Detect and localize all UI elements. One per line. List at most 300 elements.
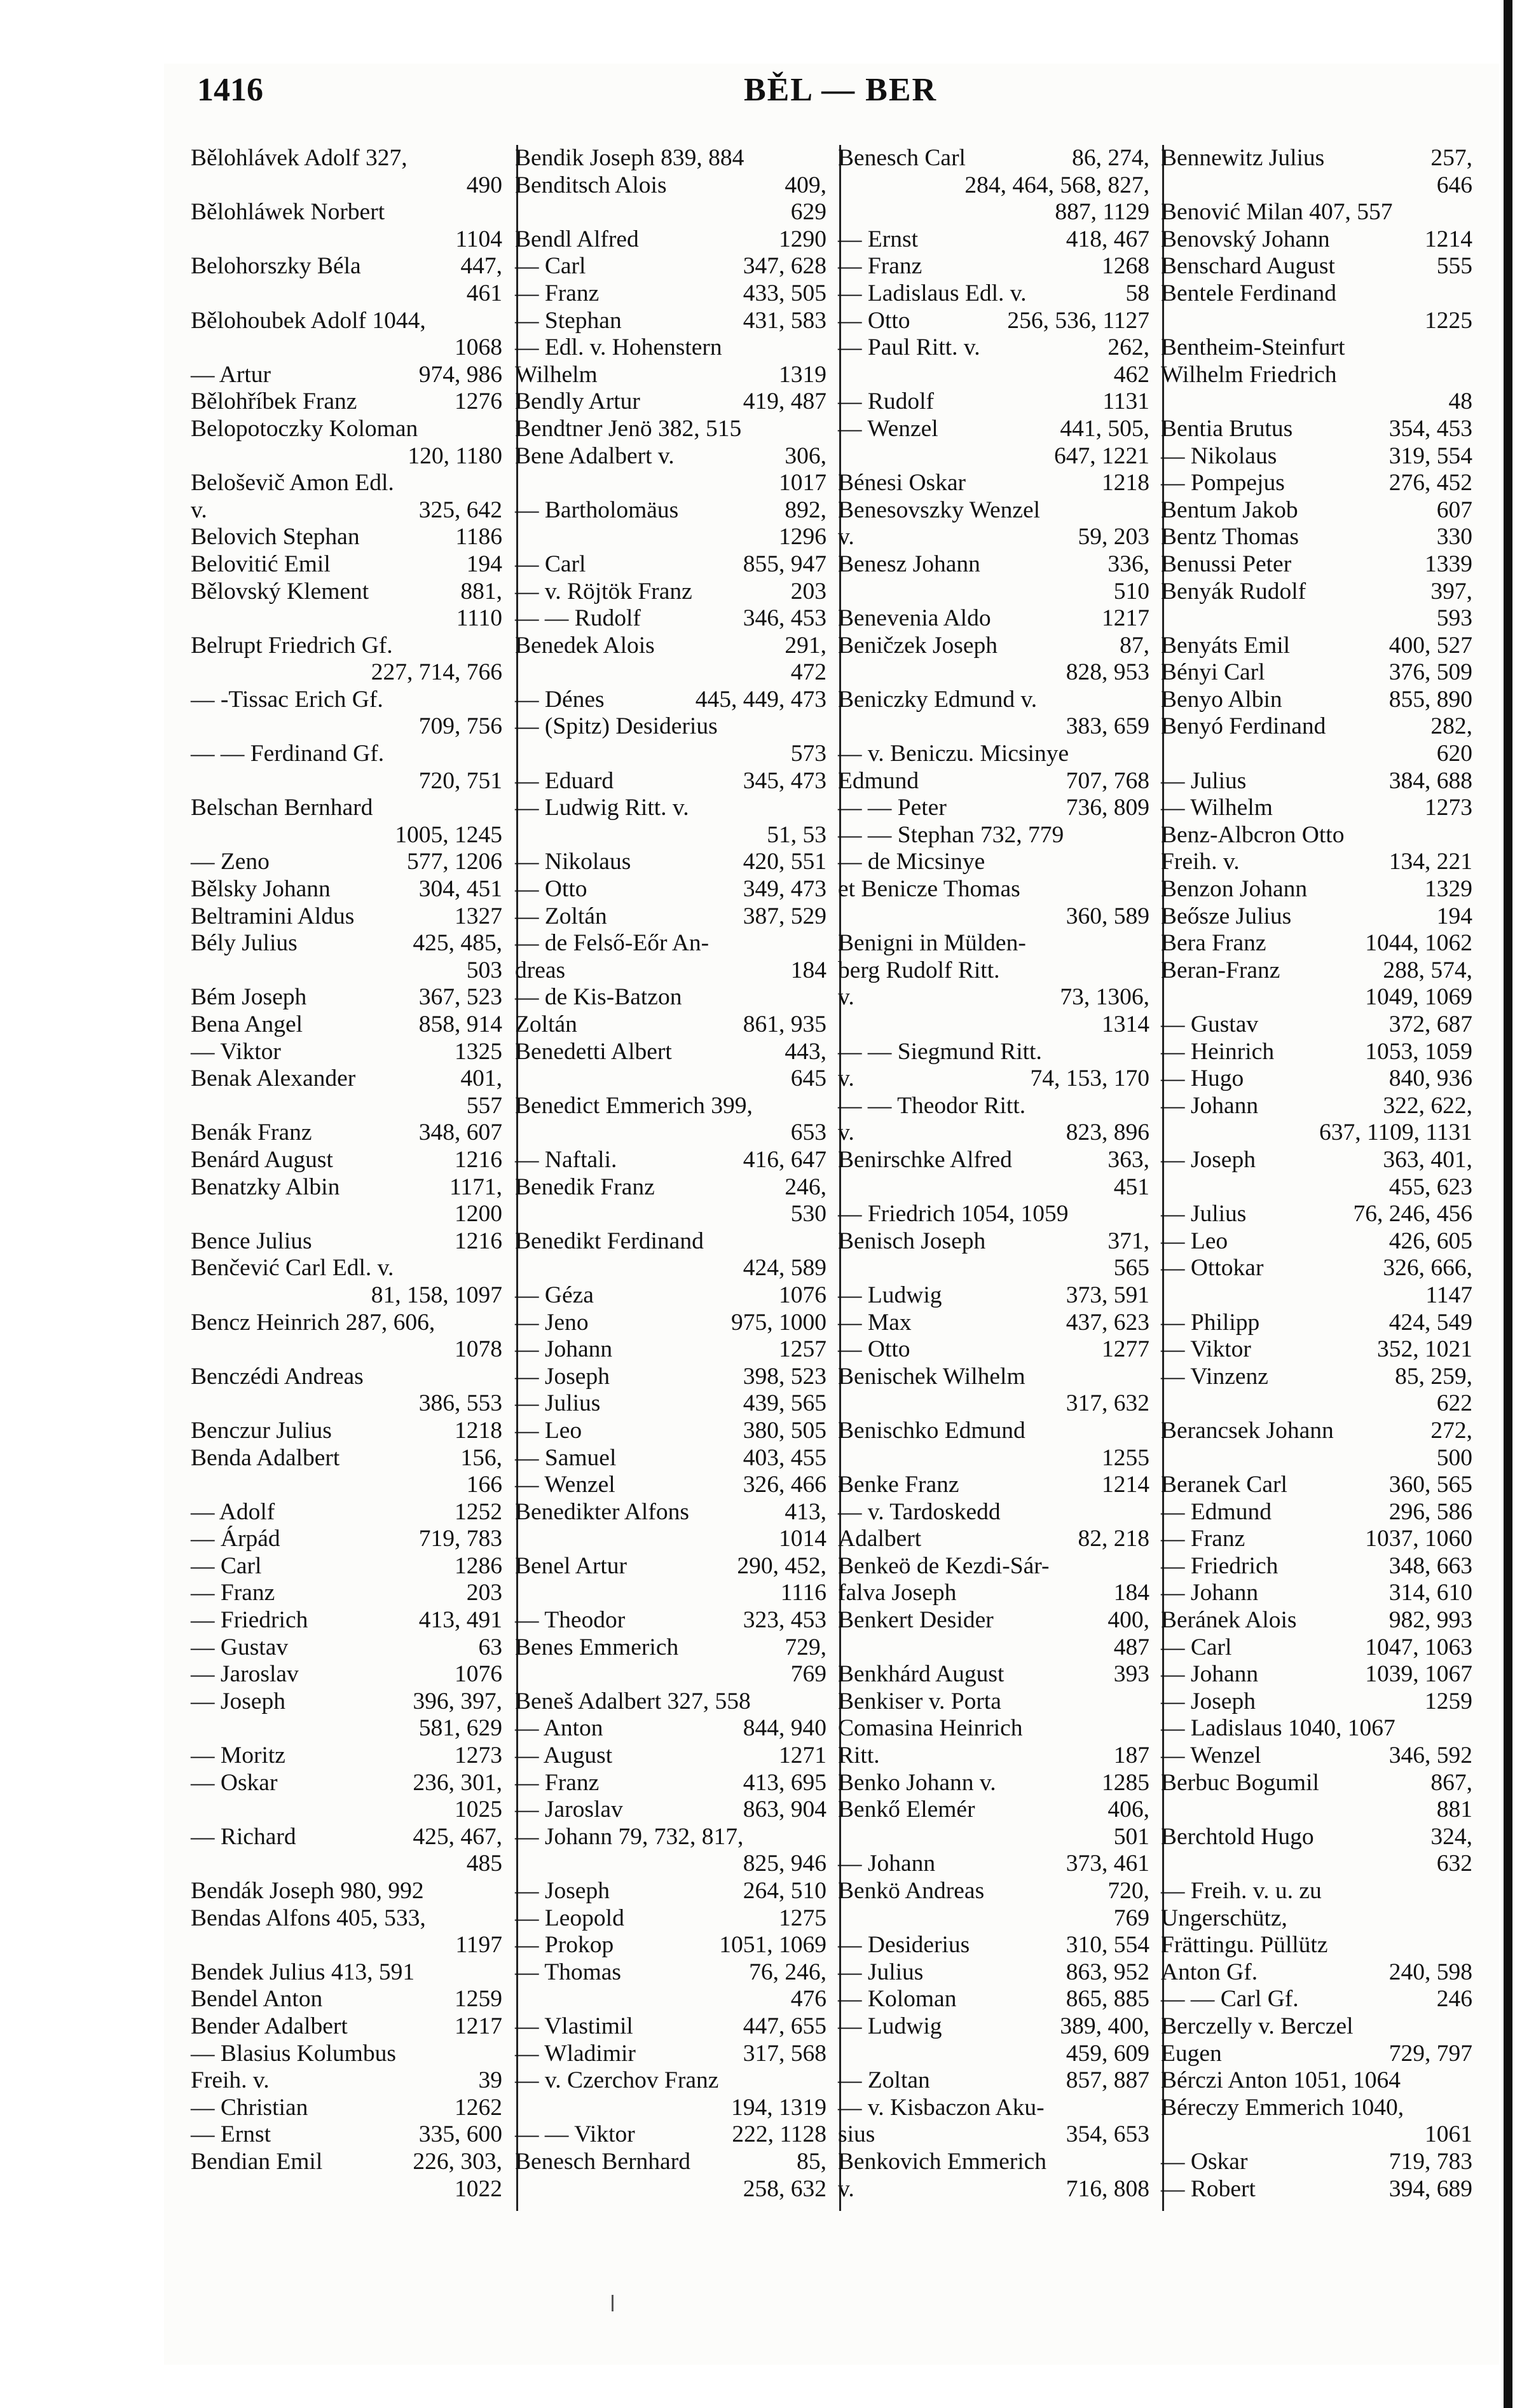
entry-page-refs: 371, [1107, 1228, 1149, 1254]
index-entry-line [515, 1850, 826, 1878]
entry-name: Benz-Albcron Otto [1161, 821, 1345, 848]
index-entry-line [1161, 2149, 1472, 2176]
index-entry-line [1161, 388, 1472, 416]
index-entry-line [838, 1255, 1149, 1282]
index-entry-line [838, 1147, 1149, 1174]
index-entry-line [838, 713, 1149, 741]
entry-page-refs: 729, [785, 1634, 826, 1660]
index-entry-line [515, 334, 826, 362]
entry-page-refs: 156, [460, 1444, 502, 1471]
entry-name: — Bartholomäus [515, 496, 679, 523]
entry-page-refs: 39 [478, 2067, 502, 2094]
index-entry-line [515, 1065, 826, 1093]
entry-name: Bene Adalbert v. [515, 442, 675, 469]
index-entry-line [191, 280, 502, 308]
entry-page-refs: 288, 574, [1383, 957, 1472, 983]
index-entry-line [1161, 1201, 1472, 1228]
entry-page-refs: 352, 1021 [1377, 1336, 1472, 1363]
entry-page-refs: 867, [1430, 1769, 1472, 1796]
entry-name: — Julius [515, 1390, 601, 1417]
index-entry-line [1161, 172, 1472, 200]
entry-page-refs: 58 [1125, 280, 1149, 306]
index-entry-line [515, 795, 826, 822]
index-entry-line [838, 2013, 1149, 2041]
entry-page-refs: 264, 510 [743, 1878, 826, 1904]
index-entry-line [1161, 1282, 1472, 1310]
index-entry-line [1161, 1986, 1472, 2013]
entry-name [838, 1824, 1114, 1851]
entry-name: Belrupt Friedrich Gf. [191, 632, 393, 659]
entry-page-refs: 276, 452 [1388, 470, 1472, 496]
index-entry-line [1161, 334, 1472, 362]
index-entry-line [191, 876, 502, 903]
entry-name: — de Micsinye [838, 849, 985, 875]
entry-name: — Jeno [515, 1309, 589, 1336]
entry-name: — Richard [191, 1823, 296, 1850]
entry-name [838, 2041, 1066, 2068]
index-entry-line [838, 822, 1149, 849]
entry-name: Benedikter Alfons [515, 1498, 689, 1525]
entry-page-refs: 1214 [1425, 226, 1472, 252]
index-entry-line [838, 2041, 1149, 2068]
index-entry-line [515, 1093, 826, 1120]
entry-page-refs: 400, [1107, 1607, 1149, 1634]
index-entry-line [191, 2067, 502, 2095]
entry-name: — Johann [515, 1336, 613, 1363]
entry-name [838, 578, 1114, 606]
entry-page-refs: 716, 808 [1066, 2175, 1149, 2202]
entry-name: Benedik Franz [515, 1173, 655, 1200]
entry-page-refs: 1104 [455, 226, 502, 252]
entry-page-refs: 1255 [1102, 1444, 1149, 1471]
entry-name: Adalbert [838, 1526, 922, 1552]
index-entry-line [1161, 226, 1472, 254]
entry-page-refs: 433, 505 [743, 280, 826, 306]
entry-name: — Oskar [191, 1769, 278, 1796]
entry-page-refs: 593 [1436, 605, 1472, 632]
entry-name [838, 1634, 1114, 1662]
index-entry-line [191, 1445, 502, 1472]
entry-name: Bělohříbek Franz [191, 388, 357, 415]
index-entry-line [515, 1553, 826, 1580]
entry-page-refs: 1147 [1425, 1282, 1472, 1308]
index-entry-line [838, 334, 1149, 362]
index-entry-line [515, 984, 826, 1011]
page-number: 1416 [197, 72, 263, 108]
entry-page-refs: 426, 605 [1388, 1228, 1472, 1254]
entry-name [838, 903, 1066, 931]
entry-name: dreas [515, 957, 566, 983]
entry-page-refs: 1200 [455, 1201, 502, 1228]
entry-page-refs: 431, 583 [743, 307, 826, 334]
entry-name: Wilhelm [515, 361, 598, 388]
index-entry-line [515, 145, 826, 172]
entry-page-refs: 1325 [455, 1038, 502, 1065]
entry-name: Benovský Johann [1161, 226, 1330, 252]
entry-name: — — Theodor Ritt. [838, 1092, 1026, 1119]
index-entry-line [838, 687, 1149, 714]
entry-name: Bělohlávek Adolf 327, [191, 145, 408, 171]
index-entry-line [191, 172, 502, 200]
entry-page-refs: 622 [1436, 1390, 1472, 1417]
entry-name: Bencz Heinrich 287, 606, [191, 1309, 435, 1336]
entry-name: Benko Johann v. [838, 1769, 996, 1796]
entry-name [191, 443, 408, 470]
index-entry-line [515, 957, 826, 985]
entry-name: — Johann [1161, 1661, 1259, 1688]
index-column-1 [191, 145, 502, 2203]
entry-page-refs: 372, 687 [1388, 1011, 1472, 1037]
entry-name: Bendik Joseph 839, 884 [515, 145, 744, 171]
index-entry-line [1161, 578, 1472, 606]
index-entry-line [1161, 822, 1472, 849]
entry-page-refs: 1277 [1102, 1336, 1149, 1363]
entry-page-refs: 226, 303, [413, 2148, 502, 2175]
index-entry-line [191, 145, 502, 172]
entry-name [515, 2095, 731, 2122]
entry-page-refs: 459, 609 [1066, 2040, 1149, 2067]
entry-name: Benedetti Albert [515, 1038, 672, 1065]
entry-page-refs: 203 [466, 1580, 502, 1606]
entry-page-refs: 184 [1113, 1580, 1149, 1606]
index-entry-line [515, 1255, 826, 1282]
index-entry-line [515, 1472, 826, 1499]
index-entry-line [515, 1661, 826, 1688]
entry-page-refs: 647, 1221 [1054, 442, 1149, 469]
entry-page-refs: 291, [785, 632, 826, 659]
entry-name [1161, 1282, 1425, 1310]
entry-name: Beran-Franz [1161, 957, 1280, 983]
index-entry-line [515, 1039, 826, 1066]
entry-name: — Wenzel [838, 415, 938, 442]
entry-name [515, 1986, 791, 2013]
entry-page-refs: 437, 623 [1066, 1309, 1149, 1336]
entry-name: v. [191, 496, 207, 523]
index-entry-line [1161, 1905, 1472, 1933]
index-entry-line [838, 443, 1149, 470]
entry-page-refs: 345, 473 [743, 767, 826, 794]
entry-page-refs: 1017 [779, 470, 826, 496]
entry-page-refs: 323, 453 [743, 1607, 826, 1634]
index-entry-line [191, 1039, 502, 1066]
index-entry-line [1161, 1119, 1472, 1147]
entry-page-refs: 455, 623 [1388, 1173, 1472, 1200]
index-entry-line [515, 1526, 826, 1553]
entry-page-refs: 974, 986 [418, 361, 502, 388]
index-entry-line [1161, 1607, 1472, 1634]
entry-name: Eugen [1161, 2040, 1222, 2067]
entry-name [191, 1093, 467, 1120]
entry-name: Beősze Julius [1161, 903, 1292, 929]
index-entry-line [191, 984, 502, 1011]
entry-page-refs: 413, 695 [743, 1769, 826, 1796]
entry-name: Benesch Carl [838, 145, 966, 171]
entry-name: Benyo Albin [1161, 686, 1282, 713]
entry-name: Bendas Alfons 405, 533, [191, 1905, 426, 1931]
entry-name: — Paul Ritt. v. [838, 334, 980, 361]
entry-name: — Ladislaus 1040, 1067 [1161, 1715, 1395, 1742]
entry-name: Bělohoubek Adolf 1044, [191, 307, 426, 334]
index-entry-line [1161, 1850, 1472, 1878]
entry-page-refs: 500 [1436, 1444, 1472, 1471]
entry-name [1161, 605, 1437, 633]
index-entry-line [191, 930, 502, 957]
entry-page-refs: 1218 [1102, 470, 1149, 496]
index-entry-line [191, 551, 502, 578]
entry-page-refs: 1217 [1102, 605, 1149, 632]
index-entry-line [1161, 930, 1472, 957]
entry-page-refs: 485 [466, 1850, 502, 1877]
entry-page-refs: 863, 904 [743, 1796, 826, 1823]
index-entry-line [191, 1093, 502, 1120]
entry-name [1161, 1119, 1319, 1147]
entry-page-refs: 490 [466, 172, 502, 198]
index-entry-line [838, 1796, 1149, 1824]
entry-page-refs: 348, 607 [418, 1119, 502, 1146]
entry-page-refs: 1022 [455, 2175, 502, 2202]
index-entry-line [515, 1986, 826, 2013]
index-entry-line [191, 1661, 502, 1688]
entry-page-refs: 389, 400, [1060, 2013, 1149, 2039]
index-entry-line [1161, 903, 1472, 931]
entry-page-refs: 406, [1107, 1796, 1149, 1823]
index-entry-line [1161, 2041, 1472, 2068]
entry-page-refs: 76, 246, 456 [1353, 1201, 1472, 1228]
entry-page-refs: 461 [466, 280, 502, 306]
entry-page-refs: 719, 783 [418, 1526, 502, 1552]
index-entry-line [838, 1986, 1149, 2013]
entry-name: v. [838, 984, 854, 1011]
entry-name: Bennewitz Julius [1161, 145, 1325, 171]
entry-page-refs: 296, 586 [1388, 1498, 1472, 1525]
entry-name: — Joseph [515, 1878, 610, 1904]
entry-name: — Franz [838, 253, 922, 280]
entry-page-refs: 1286 [455, 1552, 502, 1579]
index-entry-line [191, 687, 502, 714]
entry-page-refs: 258, 632 [743, 2175, 826, 2202]
entry-page-refs: 120, 1180 [408, 442, 502, 469]
entry-page-refs: 865, 885 [1066, 1986, 1149, 2013]
entry-page-refs: 373, 461 [1066, 1850, 1149, 1877]
entry-name: Bendek Julius 413, 591 [191, 1959, 415, 1985]
index-entry-line [1161, 1011, 1472, 1039]
entry-name [191, 1336, 455, 1364]
entry-name: — Franz [515, 1769, 600, 1796]
entry-name: Benczédi Andreas [191, 1363, 364, 1390]
entry-page-refs: 855, 890 [1388, 686, 1472, 713]
entry-name: — Stephan [515, 307, 622, 334]
index-column-2 [515, 145, 826, 2203]
entry-name: — Johann 79, 732, 817, [515, 1823, 744, 1850]
entry-name: — Jaroslav [515, 1796, 623, 1823]
entry-page-refs: 386, 553 [418, 1390, 502, 1417]
entry-name: Benesovszky Wenzel [838, 496, 1041, 523]
entry-page-refs: 419, 487 [743, 388, 826, 415]
index-entry-line [191, 957, 502, 985]
entry-page-refs: 272, [1430, 1417, 1472, 1444]
index-entry-line [838, 1607, 1149, 1634]
entry-name [515, 524, 779, 551]
entry-page-refs: 1259 [1425, 1688, 1472, 1714]
entry-page-refs: 325, 642 [418, 496, 502, 523]
index-entry-line [515, 822, 826, 849]
entry-page-refs: 1037, 1060 [1365, 1526, 1472, 1552]
entry-page-refs: 398, 523 [743, 1363, 826, 1390]
entry-page-refs: 387, 529 [743, 903, 826, 929]
entry-page-refs: 360, 589 [1066, 903, 1149, 929]
entry-name [515, 1119, 791, 1147]
entry-page-refs: 330 [1436, 524, 1472, 551]
entry-name [1161, 1796, 1437, 1824]
entry-name: Beneš Adalbert 327, 558 [515, 1688, 751, 1714]
entry-page-refs: 840, 936 [1388, 1065, 1472, 1092]
index-entry-line [838, 199, 1149, 226]
index-entry-line [1161, 253, 1472, 280]
running-title: BĚL — BER [744, 72, 938, 108]
entry-name: Edmund [838, 767, 919, 794]
entry-name [838, 1390, 1066, 1418]
index-entry-line [1161, 1824, 1472, 1851]
entry-name: Freih. v. [191, 2067, 270, 2094]
entry-name: — Franz [1161, 1526, 1245, 1552]
entry-page-refs: 769 [1113, 1905, 1149, 1931]
index-entry-line [838, 1093, 1149, 1120]
index-entry-line [191, 1174, 502, 1201]
entry-name: — Moritz [191, 1742, 285, 1769]
entry-name: — Julius [1161, 767, 1247, 794]
entry-name: — Friedrich [1161, 1552, 1279, 1579]
entry-name: — Hugo [1161, 1065, 1244, 1092]
index-entry-line [191, 903, 502, 931]
index-entry-line [838, 1445, 1149, 1472]
entry-page-refs: 1078 [455, 1336, 502, 1363]
index-entry-line [515, 1201, 826, 1228]
index-entry-line [515, 1418, 826, 1445]
entry-page-refs: 380, 505 [743, 1417, 826, 1444]
index-entry-line [1161, 1472, 1472, 1499]
entry-name: Bera Franz [1161, 930, 1266, 957]
entry-page-refs: 530 [790, 1201, 826, 1228]
entry-name: Benedict Emmerich 399, [515, 1092, 753, 1119]
entry-page-refs: 1131 [1102, 388, 1149, 415]
entry-name: — Wenzel [1161, 1742, 1261, 1769]
entry-name: — Nikolaus [1161, 442, 1277, 469]
index-entry-line [515, 1445, 826, 1472]
index-entry-line [191, 2095, 502, 2122]
entry-page-refs: 577, 1206 [407, 849, 502, 875]
index-entry-line [838, 497, 1149, 524]
index-entry-line [1161, 1932, 1472, 1959]
index-entry-line [515, 253, 826, 280]
entry-name: Benak Alexander [191, 1065, 356, 1092]
index-entry-line [838, 308, 1149, 335]
index-entry-line [191, 741, 502, 768]
entry-page-refs: 346, 592 [1388, 1742, 1472, 1769]
entry-name [191, 226, 455, 254]
index-entry-line [515, 199, 826, 226]
entry-name: — Prokop [515, 1932, 614, 1959]
entry-name: — Árpád [191, 1526, 280, 1552]
entry-page-refs: 134, 221 [1388, 849, 1472, 875]
scan-mark [612, 2295, 614, 2311]
index-entry-line [1161, 1310, 1472, 1337]
index-entry-line [515, 1607, 826, 1634]
entry-name: — Freih. v. u. zu [1161, 1878, 1322, 1904]
entry-page-refs: 257, [1430, 145, 1472, 171]
entry-name [515, 1201, 791, 1228]
entry-page-refs: 424, 589 [743, 1255, 826, 1282]
index-entry-line [838, 659, 1149, 687]
entry-page-refs: 394, 689 [1388, 2175, 1472, 2202]
entry-page-refs: 503 [466, 957, 502, 983]
entry-page-refs: 51, 53 [767, 821, 826, 848]
entry-page-refs: 447, 655 [743, 2013, 826, 2039]
index-entry-line [838, 1715, 1149, 1742]
entry-name: — Franz [515, 280, 600, 306]
index-entry-line [191, 308, 502, 335]
index-entry-line [515, 172, 826, 200]
index-entry-line [1161, 984, 1472, 1011]
index-entry-line [838, 1174, 1149, 1201]
index-entry-line [1161, 1418, 1472, 1445]
index-entry-line [191, 1986, 502, 2013]
index-entry-line [1161, 416, 1472, 443]
index-entry-line [838, 1742, 1149, 1770]
index-entry-line [838, 1905, 1149, 1933]
entry-name: Belohorszky Béla [191, 253, 361, 280]
index-entry-line [838, 1499, 1149, 1526]
index-entry-line [838, 930, 1149, 957]
entry-name: Bělsky Johann [191, 876, 331, 903]
index-entry-line [1161, 1065, 1472, 1093]
entry-page-refs: 1049, 1069 [1365, 984, 1472, 1011]
entry-page-refs: 310, 554 [1066, 1932, 1149, 1959]
entry-page-refs: 284, 464, 568, 827, [964, 172, 1149, 198]
entry-name: — Nikolaus [515, 849, 631, 875]
entry-name: Benke Franz [838, 1472, 959, 1498]
entry-name: Benedikt Ferdinand [515, 1228, 704, 1254]
entry-name: — Ludwig [838, 2013, 942, 2039]
index-entry-line [515, 741, 826, 768]
index-entry-line [191, 470, 502, 497]
entry-name: falva Joseph [838, 1580, 957, 1606]
entry-name: Benyáts Emil [1161, 632, 1291, 659]
index-entry-line [1161, 1228, 1472, 1255]
entry-name [1161, 308, 1425, 335]
entry-name [838, 1174, 1114, 1201]
entry-name [838, 443, 1054, 470]
index-entry-line [1161, 308, 1472, 335]
entry-name: Bendel Anton [191, 1986, 323, 2013]
index-entry-line [838, 633, 1149, 660]
entry-name: — v. Czerchov Franz [515, 2067, 719, 2094]
entry-name: — Jaroslav [191, 1661, 299, 1688]
entry-name: — Rudolf [838, 388, 935, 415]
index-entry-line [1161, 1580, 1472, 1607]
index-entry-line [1161, 2013, 1472, 2041]
index-entry-line [191, 334, 502, 362]
entry-page-refs: 409, [785, 172, 826, 198]
entry-name: — — Carl Gf. [1161, 1986, 1299, 2013]
index-entry-line [1161, 1715, 1472, 1742]
entry-name: v. [838, 2175, 854, 2202]
index-entry-line [838, 1688, 1149, 1716]
entry-page-refs: 1025 [455, 1796, 502, 1823]
index-entry-line [838, 741, 1149, 768]
entry-name: Benigni in Mülden- [838, 930, 1026, 957]
index-entry-line [191, 1011, 502, 1039]
entry-page-refs: 1275 [779, 1905, 826, 1931]
